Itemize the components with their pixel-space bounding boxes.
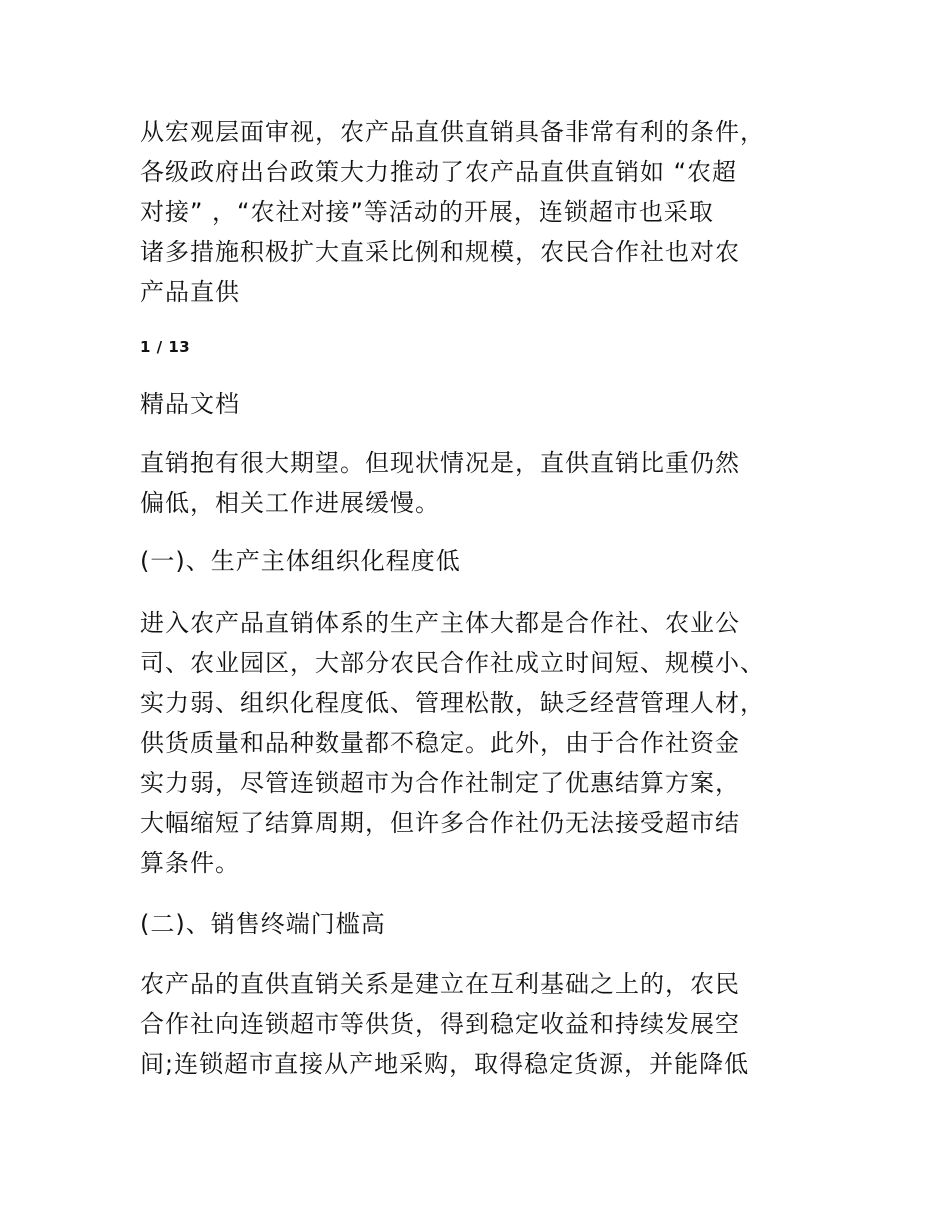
text-line: 产品直供 (140, 278, 240, 306)
text-line: 诸多措施积极扩大直采比例和规模，农民合作社也对农 (140, 238, 740, 266)
text-line: 直销抱有很大期望。但现状情况是，直供直销比重仍然 (140, 449, 740, 477)
paragraph-sales (140, 964, 820, 1084)
text-line: 供货质量和品种数量都不稳定。此外，由于合作社资金 (140, 729, 740, 757)
text-line: 对接” ，“农社对接”等活动的开展，连锁超市也采取 (140, 198, 714, 226)
text-line: 各级政府出台政策大力推动了农产品直供直销如 “农超 (140, 158, 738, 186)
text-line: 实力弱，尽管连锁超市为合作社制定了优惠结算方案， (140, 769, 740, 797)
section-heading-text: (一)、生产主体组织化程度低 (140, 547, 461, 575)
section-heading-1 (140, 541, 820, 581)
page-number: 1 / 13 (140, 338, 191, 356)
paragraph-status (140, 443, 820, 523)
header-label (140, 384, 820, 424)
section-heading-2 (140, 904, 820, 944)
paragraph-production (140, 603, 820, 883)
text-line: 农产品的直供直销关系是建立在互利基础之上的，农民 (140, 970, 740, 998)
text-line: 间;连锁超市直接从产地采购，取得稳定货源，并能降低 (140, 1050, 750, 1078)
text-line: 司、农业园区，大部分农民合作社成立时间短、规模小、 (140, 649, 765, 677)
paragraph-intro (140, 112, 820, 312)
section-heading-text: (二)、销售终端门槛高 (140, 910, 386, 938)
header-label-text: 精品文档 (140, 390, 240, 418)
text-line: 大幅缩短了结算周期，但许多合作社仍无法接受超市结 (140, 809, 740, 837)
text-line: 合作社向连锁超市等供货，得到稳定收益和持续发展空 (140, 1010, 740, 1038)
text-line: 偏低，相关工作进展缓慢。 (140, 489, 440, 517)
text-line: 实力弱、组织化程度低、管理松散，缺乏经营管理人材， (140, 689, 765, 717)
text-line: 算条件。 (140, 849, 240, 877)
text-line: 从宏观层面审视，农产品直供直销具备非常有利的条件， (140, 118, 765, 146)
text-line: 进入农产品直销体系的生产主体大都是合作社、农业公 (140, 609, 740, 637)
